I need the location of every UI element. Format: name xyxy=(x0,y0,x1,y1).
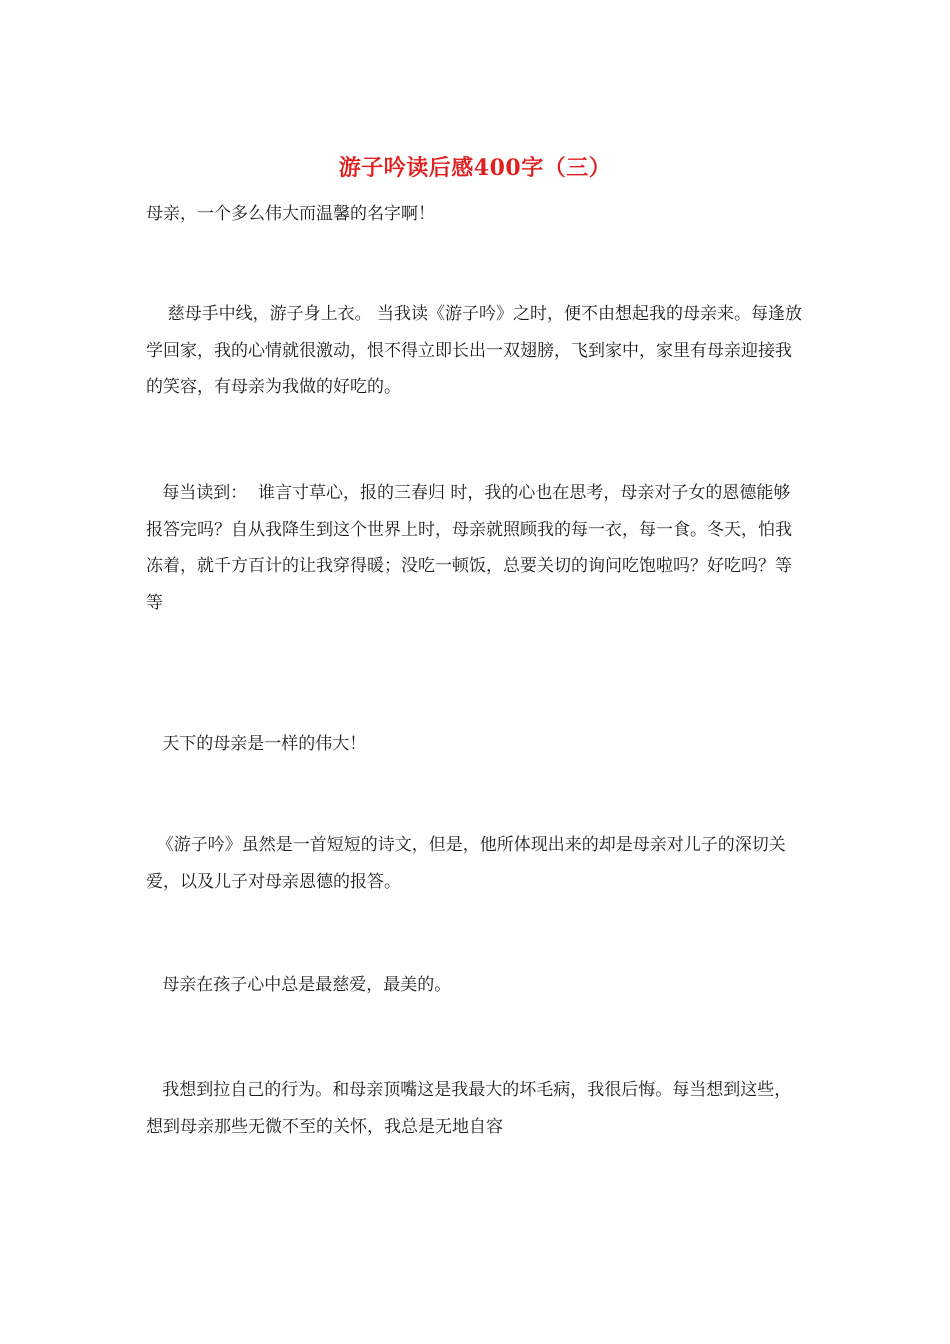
paragraph-7: 我想到拉自己的行为。和母亲顶嘴这是我最大的坏毛病，我很后悔。每当想到这些，想到母亲那些无微不至的关怀，我总是无地自容 xyxy=(146,1080,792,1137)
paragraph-6: 母亲在孩子心中总是最慈爱，最美的。 xyxy=(146,975,452,995)
document-title: 游子吟读后感400字（三） xyxy=(338,155,612,181)
paragraph-2: 慈母手中线，游子身上衣。 当我读《游子吟》之时，便不由想起我的母亲来。每逢放学回家，我的心情就很激动，恨不得立即长出一双翅膀，飞到家中，家里有母亲迎接我的笑容，有母亲为我做的好吃的。 xyxy=(146,304,803,397)
paragraph-3: 每当读到： 谁言寸草心，报的三春归 时，我的心也在思考，母亲对子女的恩德能够报答完吗？自从我降生到这个世界上时，母亲就照顾我的每一衣，每一食。冬天，怕我冻着，就千方百计的让我穿得暖；没吃一顿饭，总要关切的询问吃饱啦吗？好吃吗？等等 xyxy=(146,483,792,613)
paragraph-4: 天下的母亲是一样的伟大！ xyxy=(146,734,367,754)
paragraph-1: 母亲，一个多么伟大而温馨的名字啊！ xyxy=(146,204,435,224)
paragraph-5: 《游子吟》虽然是一首短短的诗文，但是，他所体现出来的却是母亲对儿子的深切关爱，以及儿子对母亲恩德的报答。 xyxy=(146,835,786,892)
